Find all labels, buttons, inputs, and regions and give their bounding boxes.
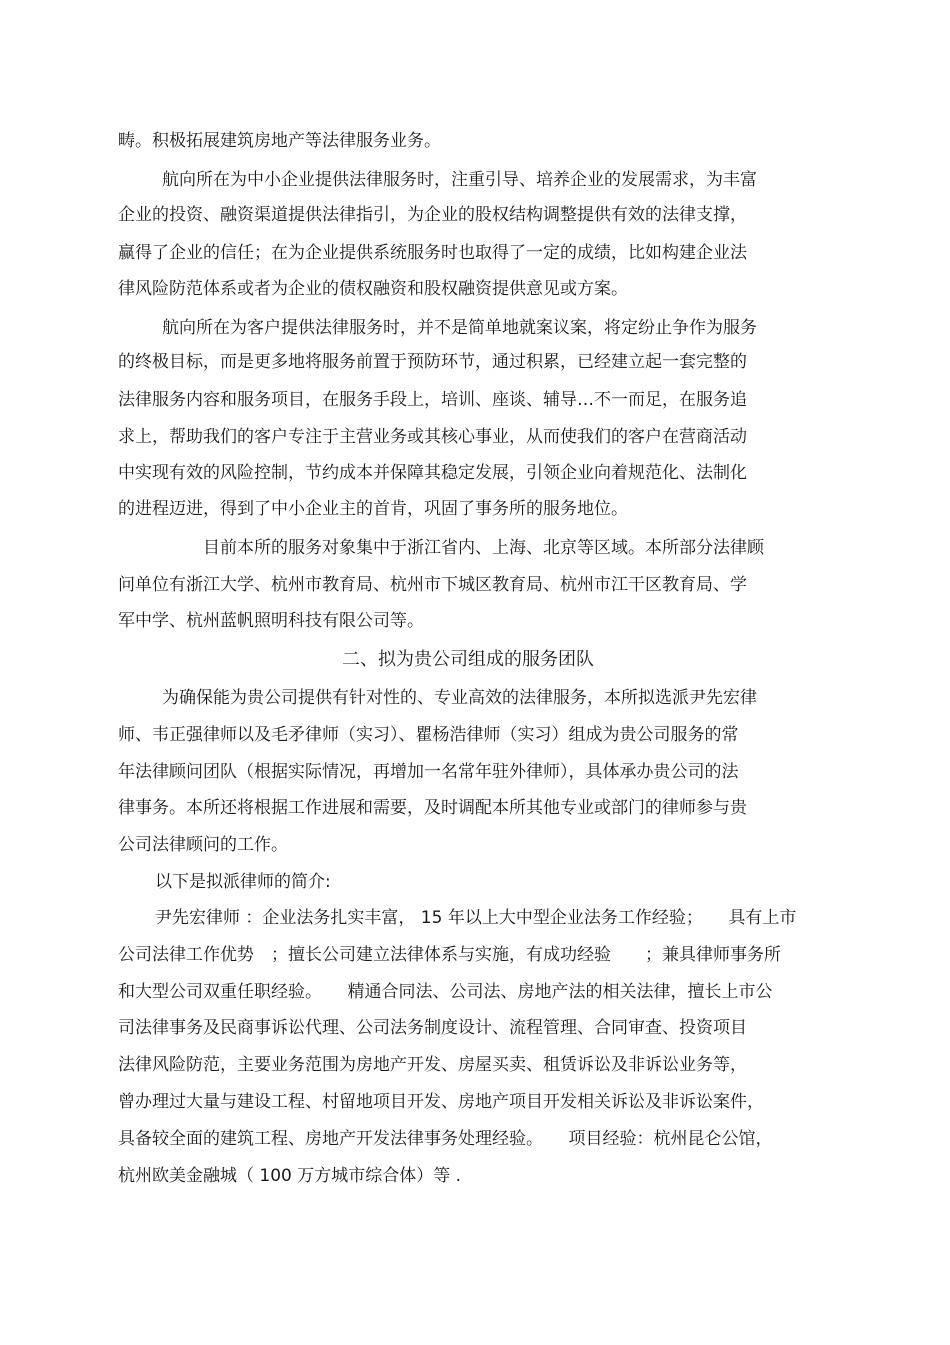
text-line: 赢得了企业的信任；在为企业提供系统服务时也取得了一定的成绩，比如构建企业法	[118, 243, 747, 263]
text-line: 年法律顾问团队（根据实际情况，再增加一名常年驻外律师），具体承办贵公司的法	[118, 762, 739, 782]
text-line: 尹先宏律师 ：企业法务扎实丰富， 15 年以上大中型企业法务工作经验； 具有上市	[155, 908, 797, 928]
text-line: 师、韦正强律师以及毛矛律师（实习）、瞿杨浩律师（实习）组成为贵公司服务的常	[118, 725, 739, 745]
text-line: 航向所在为客户提供法律服务时，并不是简单地就案议案，将定纷止争作为服务	[162, 318, 757, 338]
text-line: 律事务。本所还将根据工作进展和需要，及时调配本所其他专业或部门的律师参与贵	[118, 798, 747, 818]
text-line: 司法律事务及民商事诉讼代理、公司法务制度设计、流程管理、合同审查、投资项目	[118, 1018, 747, 1038]
text-line: 公司法律顾问的工作。	[118, 835, 288, 855]
text-line: 畴。积极拓展建筑房地产等法律服务业务。	[118, 131, 441, 151]
text-line: 公司法律工作优势 ；擅长公司建立法律体系与实施，有成功经验 ；兼具律师事务所	[118, 945, 781, 965]
text-line: 为确保能为贵公司提供有针对性的、专业高效的法律服务，本所拟选派尹先宏律	[162, 688, 757, 708]
text-line: 曾办理过大量与建设工程、村留地项目开发、房地产项目开发相关诉讼及非诉讼案件，	[118, 1092, 764, 1112]
text-line: 航向所在为中小企业提供法律服务时，注重引导、培养企业的发展需求，为丰富	[162, 170, 757, 190]
text-line: 以下是拟派律师的简介:	[155, 872, 331, 892]
section-heading: 二、拟为贵公司组成的服务团队	[342, 649, 594, 670]
text-line: 和大型公司双重任职经验。 精通合同法、公司法、房地产法的相关法律，擅长上市公	[118, 982, 773, 1002]
text-line: 目前本所的服务对象集中于浙江省内、上海、北京等区域。本所部分法律顾	[203, 538, 764, 558]
text-line: 中实现有效的风险控制，节约成本并保障其稳定发展，引领企业向着规范化、法制化	[118, 463, 747, 483]
text-line: 法律风险防范，主要业务范围为房地产开发、房屋买卖、租赁诉讼及非诉讼业务等，	[118, 1055, 747, 1075]
text-line: 的进程迈进，得到了中小企业主的首肯，巩固了事务所的服务地位。	[118, 499, 628, 519]
text-line: 求上，帮助我们的客户专注于主营业务或其核心事业，从而使我们的客户在营商活动	[118, 427, 747, 447]
text-line: 杭州欧美金融城（ 100 万方城市综合体）等 .	[118, 1166, 462, 1186]
text-line: 军中学、杭州蓝帆照明科技有限公司等。	[118, 611, 424, 631]
text-line: 律风险防范体系或者为企业的债权融资和股权融资提供意见或方案。	[118, 279, 628, 299]
text-line: 法律服务内容和服务项目，在服务手段上，培训、座谈、辅导…不一而足，在服务追	[118, 390, 747, 410]
text-line: 的终极目标，而是更多地将服务前置于预防环节，通过积累，已经建立起一套完整的	[118, 352, 747, 372]
text-line: 具备较全面的建筑工程、房地产开发法律事务处理经验。 项目经验：杭州昆仑公馆，	[118, 1129, 773, 1149]
text-line: 企业的投资、融资渠道提供法律指引，为企业的股权结构调整提供有效的法律支撑，	[118, 205, 747, 225]
text-line: 问单位有浙江大学、杭州市教育局、杭州市下城区教育局、杭州市江干区教育局、学	[118, 575, 747, 595]
